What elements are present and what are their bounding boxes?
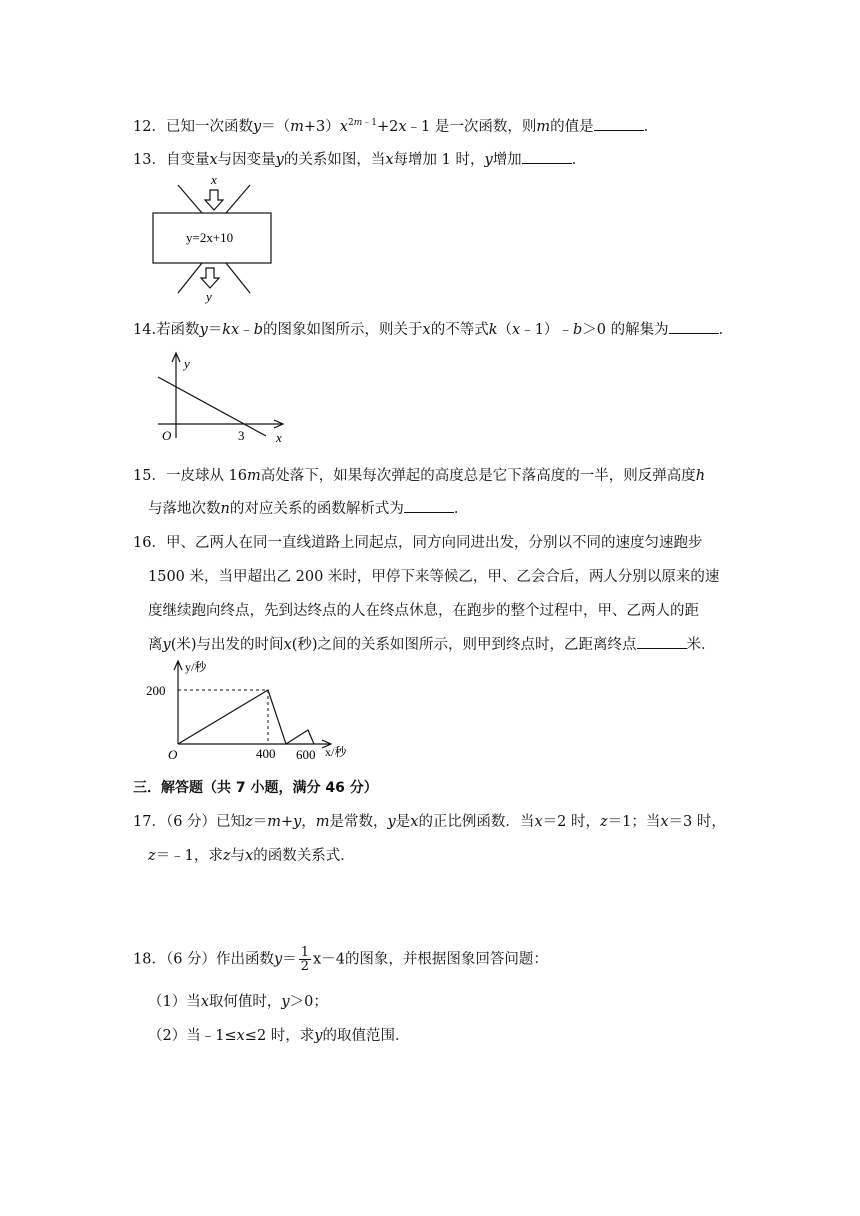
question-16-line-4: 离y(米)与出发的时间x(秒)之间的关系如图所示，则甲到终点时，乙距离终点 米． bbox=[148, 633, 716, 654]
distance-time-graph bbox=[140, 658, 360, 768]
question-18-part-2: （2）当﹣1≤x≤2 时，求y的取值范围． bbox=[148, 1028, 410, 1044]
tick-label-200: 200 bbox=[146, 683, 166, 698]
tick-label-600: 600 bbox=[296, 747, 316, 762]
tick-label-3: 3 bbox=[238, 428, 245, 443]
question-13: 13．自变量x与因变量y的关系如图，当x每增加 1 时，y增加 ． bbox=[133, 148, 586, 169]
answer-blank[interactable] bbox=[594, 116, 644, 131]
origin-label: O bbox=[162, 428, 172, 443]
x-axis-label: x/秒 bbox=[325, 745, 347, 759]
question-16-line-2: 1500 米，当甲超出乙 200 米时，甲停下来等候乙，甲、乙会合后，两人分别以原来的速 bbox=[148, 569, 720, 585]
origin-label: O bbox=[168, 747, 178, 762]
question-14: 14.若函数y＝kx﹣b的图象如图所示，则关于x的不等式k（x﹣1）﹣b＞0 的解集为 ． bbox=[133, 318, 733, 339]
question-17-line-2: z＝﹣1，求z与x的函数关系式． bbox=[148, 848, 355, 864]
answer-blank[interactable] bbox=[669, 319, 719, 334]
question-15-line-2: 与落地次数n的对应关系的函数解析式为 ． bbox=[148, 497, 468, 518]
linear-graph-figure bbox=[152, 350, 292, 445]
tick-label-400: 400 bbox=[256, 746, 276, 761]
question-16-line-1: 16．甲、乙两人在同一直线道路上同起点，同方向同进出发，分别以不同的速度匀速跑步 bbox=[133, 535, 703, 551]
section-heading: 三．解答题（共 7 小题，满分 46 分） bbox=[133, 780, 378, 796]
function-machine-diagram bbox=[140, 170, 290, 305]
fraction-one-half: $\frac{1}{2}$ bbox=[300, 945, 310, 974]
x-axis-label: x bbox=[276, 430, 282, 445]
answer-blank[interactable] bbox=[522, 149, 572, 164]
output-label: y bbox=[206, 289, 212, 304]
question-18-part-1: （1）当x取何值时，y＞0； bbox=[148, 994, 328, 1010]
formula-label: y=2x+10 bbox=[186, 230, 234, 245]
input-label: x bbox=[211, 172, 217, 187]
y-axis-label: y/秒 bbox=[185, 660, 207, 674]
question-12: 12．已知一次函数$y=(m+3)x^{2m﹣1}+2x﹣1$ 是一次函数，则m的值是 ． bbox=[133, 115, 658, 136]
answer-blank[interactable] bbox=[404, 498, 454, 513]
exponent: 2m﹣1 bbox=[347, 118, 377, 129]
question-18: 18．（6 分）作出函数y＝ $\frac{1}{2}$ x－4的图象，并根据图象回答问题： bbox=[133, 945, 548, 974]
question-15-line-1: 15．一皮球从 16m高处落下，如果每次弹起的高度总是它下落高度的一半，则反弹高度h bbox=[133, 468, 706, 484]
answer-blank[interactable] bbox=[637, 634, 687, 649]
y-axis-label: y bbox=[184, 356, 190, 371]
question-17-line-1: 17．（6 分）已知z＝m+y，m是常数，y是x的正比例函数．当x＝2 时，z＝1；当x＝3 时， bbox=[133, 814, 726, 830]
question-16-line-3: 度继续跑向终点，先到达终点的人在终点休息，在跑步的整个过程中，甲、乙两人的距 bbox=[148, 603, 699, 619]
